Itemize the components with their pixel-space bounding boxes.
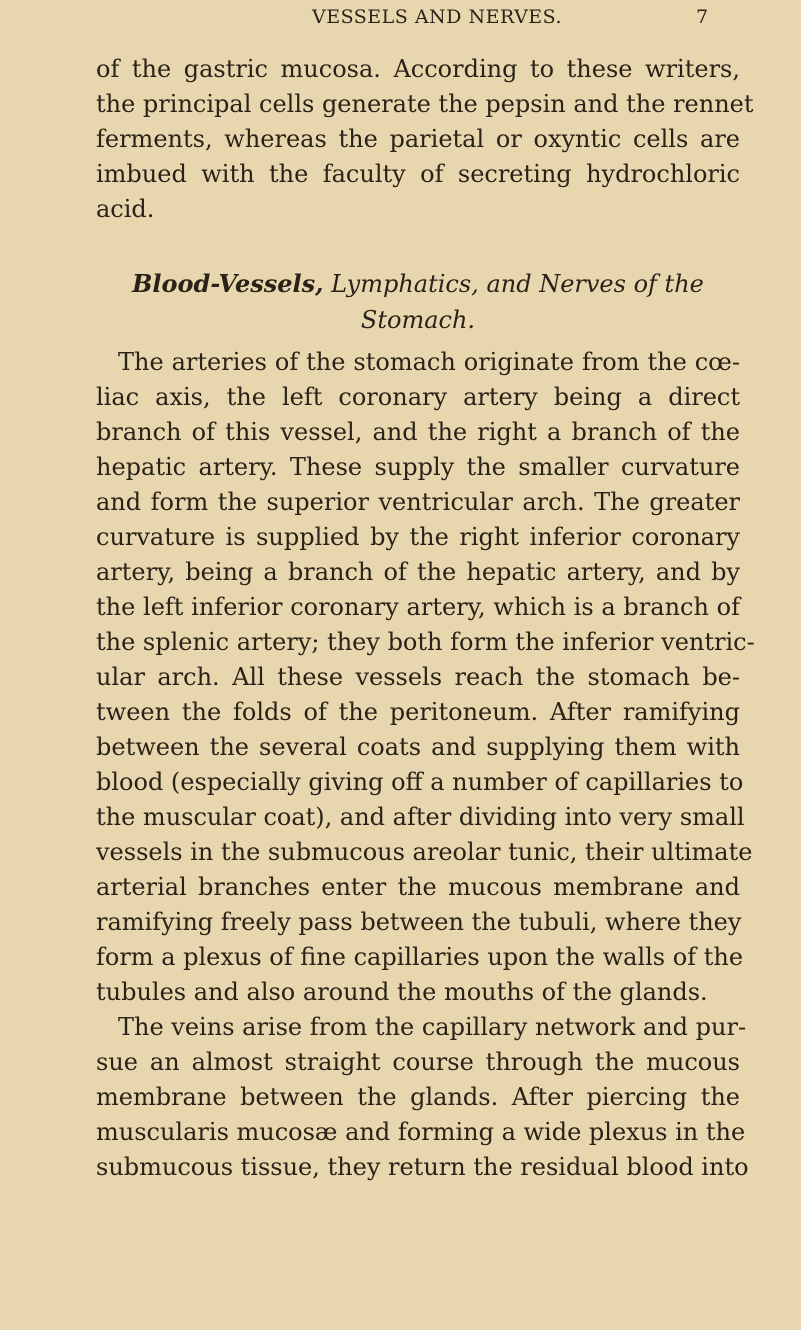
text-line: membrane between the glands. After piercing the bbox=[96, 1083, 740, 1111]
heading-line-2: Stomach. bbox=[360, 306, 476, 334]
text-line: submucous tissue, they return the residual blood into bbox=[96, 1153, 749, 1181]
text-line: ferments, whereas the parietal or oxyntic cells are bbox=[96, 125, 740, 153]
text-line: muscularis mucosæ and forming a wide plexus in the bbox=[96, 1118, 746, 1146]
text-line: branch of this vessel, and the right a branch of the bbox=[96, 418, 740, 446]
text-line: between the several coats and supplying them with bbox=[96, 733, 740, 761]
running-title: VESSELS AND NERVES. bbox=[312, 6, 563, 28]
page-number: 7 bbox=[696, 6, 709, 28]
text-line: of the gastric mucosa. According to these writers, bbox=[96, 55, 740, 83]
text-line: hepatic artery. These supply the smaller curvature bbox=[96, 453, 740, 481]
paragraph-3 bbox=[96, 1010, 749, 1185]
text-line: sue an almost straight course through the mucous bbox=[96, 1048, 740, 1076]
text-line: arterial branches enter the mucous membrane and bbox=[96, 873, 740, 901]
text-line: imbued with the faculty of secreting hydrochloric bbox=[96, 160, 740, 188]
running-header bbox=[0, 2, 801, 32]
text-line: tubules and also around the mouths of the glands. bbox=[96, 978, 708, 1006]
section-heading bbox=[96, 266, 740, 338]
text-line: liac axis, the left coronary artery being a direct bbox=[96, 383, 740, 411]
text-line: vessels in the submucous areolar tunic, their ultimate bbox=[96, 838, 753, 866]
heading-bold: Blood-Vessels, bbox=[132, 269, 324, 298]
text-line: the principal cells generate the pepsin and the rennet bbox=[96, 90, 754, 118]
text-line: The arteries of the stomach originate from the cœ- bbox=[118, 348, 740, 376]
text-line: ramifying freely pass between the tubuli, where they bbox=[96, 908, 742, 936]
paragraph-1 bbox=[96, 52, 754, 227]
paragraph-2 bbox=[96, 345, 755, 1010]
text-line: the muscular coat), and after dividing into very small bbox=[96, 803, 745, 831]
text-line: The veins arise from the capillary network and pur- bbox=[118, 1013, 747, 1041]
text-line: and form the superior ventricular arch. The greater bbox=[96, 488, 740, 516]
text-line: artery, being a branch of the hepatic artery, and by bbox=[96, 558, 740, 586]
text-line: the left inferior coronary artery, which is a branch of bbox=[96, 593, 740, 621]
text-line: blood (especially giving off a number of capillaries to bbox=[96, 768, 744, 796]
text-line: ular arch. All these vessels reach the stomach be- bbox=[96, 663, 740, 691]
text-line: form a plexus of fine capillaries upon the walls of the bbox=[96, 943, 744, 971]
text-line: curvature is supplied by the right inferior coronary bbox=[96, 523, 740, 551]
heading-rest: Lymphatics, and Nerves of the bbox=[323, 270, 704, 298]
text-line: tween the folds of the peritoneum. After ramifying bbox=[96, 698, 740, 726]
text-line: the splenic artery; they both form the inferior ventric- bbox=[96, 628, 755, 656]
text-line: acid. bbox=[96, 195, 155, 223]
